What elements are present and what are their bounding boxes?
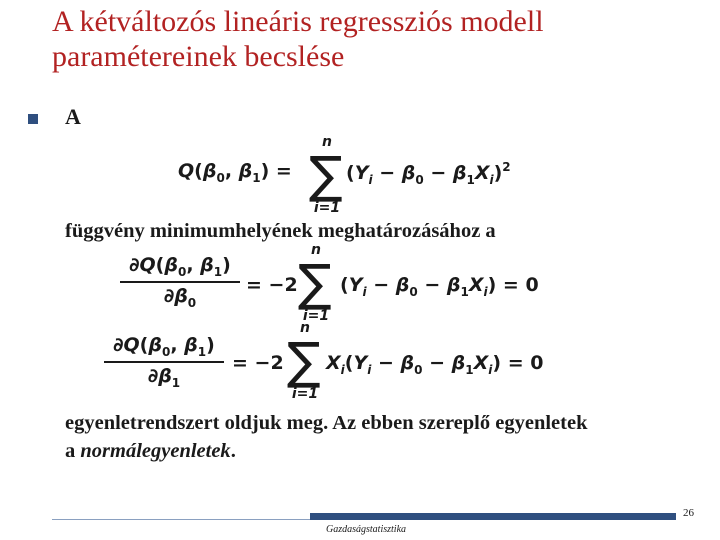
sum-lower-limit: i=1 [291,386,319,402]
equation-2-coefficient: = −2 [232,352,284,374]
body-text-3 [65,440,236,463]
sum-upper-limit: n [300,320,310,336]
title-line-2: paramétereinek becslése [52,40,345,73]
sum-upper-limit: n [322,134,332,150]
page-number: 26 [683,507,694,519]
body-text-3-suffix: . [230,440,236,462]
sigma-icon: ∑ [298,254,332,312]
summation-symbol-2 [298,242,334,324]
footer-divider-thin [52,519,312,520]
footer-divider-bar [310,513,676,520]
normal-equations-term: normálegyenletek [80,440,231,462]
footer-course-label: Gazdaságstatisztika [326,524,407,535]
title-line-1: A kétváltozós lineáris regressziós modell [52,5,544,38]
equation-1-zero: = 0 [502,274,539,296]
sigma-icon: ∑ [309,146,343,204]
body-text-2: egyenletrendszert oldjuk meg. Az ebben szereplő egyenletek [65,412,588,434]
equation-2-zero: = 0 [507,352,544,374]
sigma-icon: ∑ [287,332,321,390]
equation-1-body: $(Y_i - \beta_0 - \beta_1X_i) = 0$ [340,274,539,299]
body-text-3-prefix: a [65,440,81,462]
lead-text: A [65,104,81,129]
bullet-square-icon [28,114,38,124]
partial-derivative-beta0: $\frac{\partial Q(\beta_0, \beta_1)}{\partial\beta_0}$ [120,254,240,310]
objective-function-lhs: $Q(\beta_0$, $\beta_1$) = [178,160,292,185]
sum-upper-limit: n [311,242,321,258]
partial-derivative-beta1: $\frac{\partial Q(\beta_0, \beta_1)}{\partial\beta_1}$ [104,334,224,390]
summation-symbol-1 [309,134,345,216]
sum-lower-limit: i=1 [313,200,341,216]
equation-2-body: $X_i(Y_i - \beta_0 - \beta_1X_i) = 0$ [326,352,544,377]
objective-function-rhs: $(Y_i - \beta_0 - \beta_1X_i)^2$ [346,160,511,187]
equation-1-coefficient: = −2 [246,274,298,296]
body-text-1: függvény minimumhelyének meghatározásához a [65,220,496,242]
sum-lower-limit: i=1 [302,308,330,324]
summation-symbol-3 [287,320,323,402]
slide-title [52,4,692,74]
